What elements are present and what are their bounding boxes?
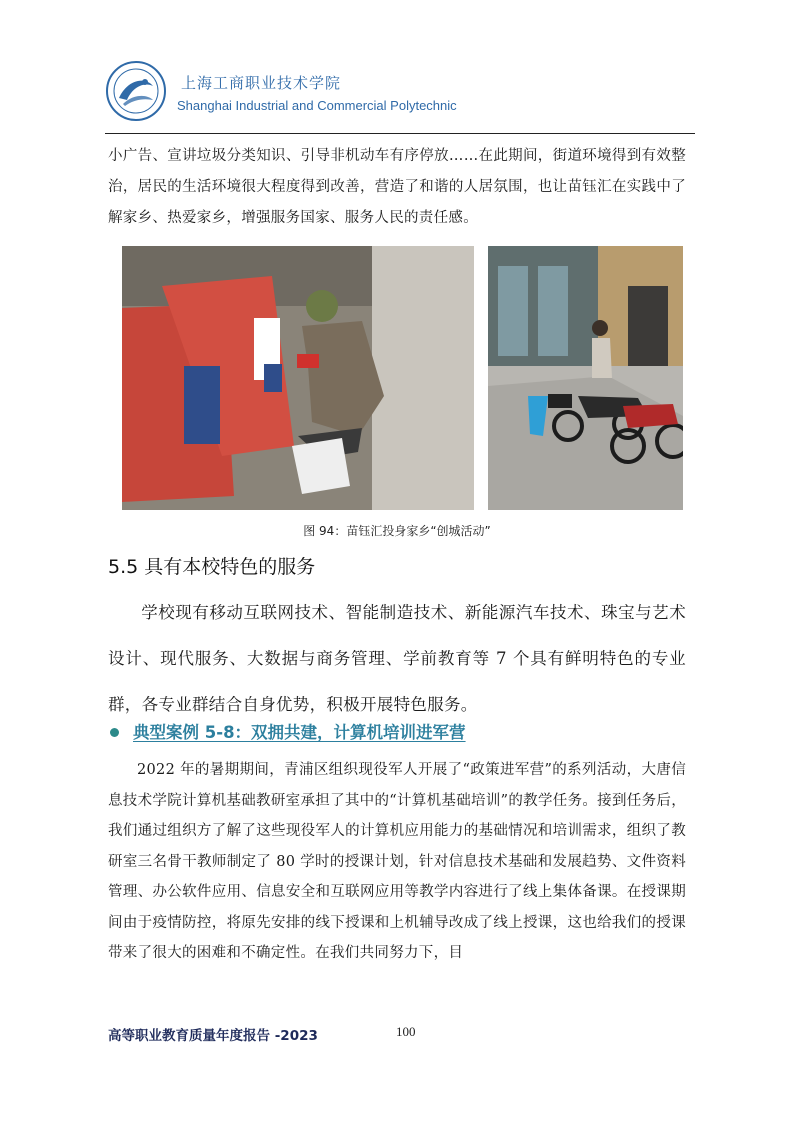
section-paragraph-text: 学校现有移动互联网技术、智能制造技术、新能源汽车技术、珠宝与艺术设计、现代服务、大数据与商务管理、学前教育等 7 个具有鲜明特色的专业群，各专业群结合自身优势，积极开展特色服务。	[108, 603, 686, 714]
paragraph-intro: 小广告、宣讲垃圾分类知识、引导非机动车有序停放……在此期间，街道环境得到有效整治，居民的生活环境很大程度得到改善，营造了和谐的人居氛围，也让苗钰汇在实践中了解家乡、热爱家乡，增强服务国家、服务人民的责任感。	[108, 148, 686, 226]
school-emblem-icon	[105, 60, 167, 122]
case-title: 典型案例 5-8：双拥共建，计算机培训进军营	[133, 723, 466, 742]
case-paragraph-text: 2022 年的暑期期间，青浦区组织现役军人开展了“政策进军营”的系列活动，大唐信息技术学院计算机基础教研室承担了其中的“计算机基础培训”的教学任务。接到任务后，我们通过组织方了解了这些现役军人的计算机应用能力的基础情况和培训需求，组织了教研室三名骨干教师制定了 80 学时的授课计划，针对信息技术基础和发展趋势、文件资料管理、办公软件应用、信息安全和互联网应用等教学内容进行了线上集体备课。在授课期间由于疫情防控，将原先安排的线下授课和上机辅导改成了线上授课，这也给我们的授课带来了很大的困难和不确定性。在我们共同努力下，目	[108, 762, 686, 961]
school-name-cn: 上海工商职业技术学院	[181, 74, 342, 92]
figure-caption: 图 94：苗钰汇投身家乡“创城活动”	[303, 524, 491, 538]
header-divider	[105, 133, 695, 134]
volunteer-arranging-bikes-photo	[488, 246, 683, 510]
page-header	[105, 52, 695, 132]
footer-report-title: 高等职业教育质量年度报告 -2023	[108, 1028, 318, 1044]
volunteer-cleaning-trash-bins-photo	[122, 246, 474, 510]
page-number: 100	[396, 1024, 416, 1039]
section-paragraph	[108, 590, 686, 728]
bullet-dot-icon	[110, 728, 119, 737]
school-name-en: Shanghai Industrial and Commercial Polytechnic	[177, 98, 457, 113]
case-paragraph	[108, 755, 686, 969]
section-title: 5.5 具有本校特色的服务	[108, 556, 316, 578]
